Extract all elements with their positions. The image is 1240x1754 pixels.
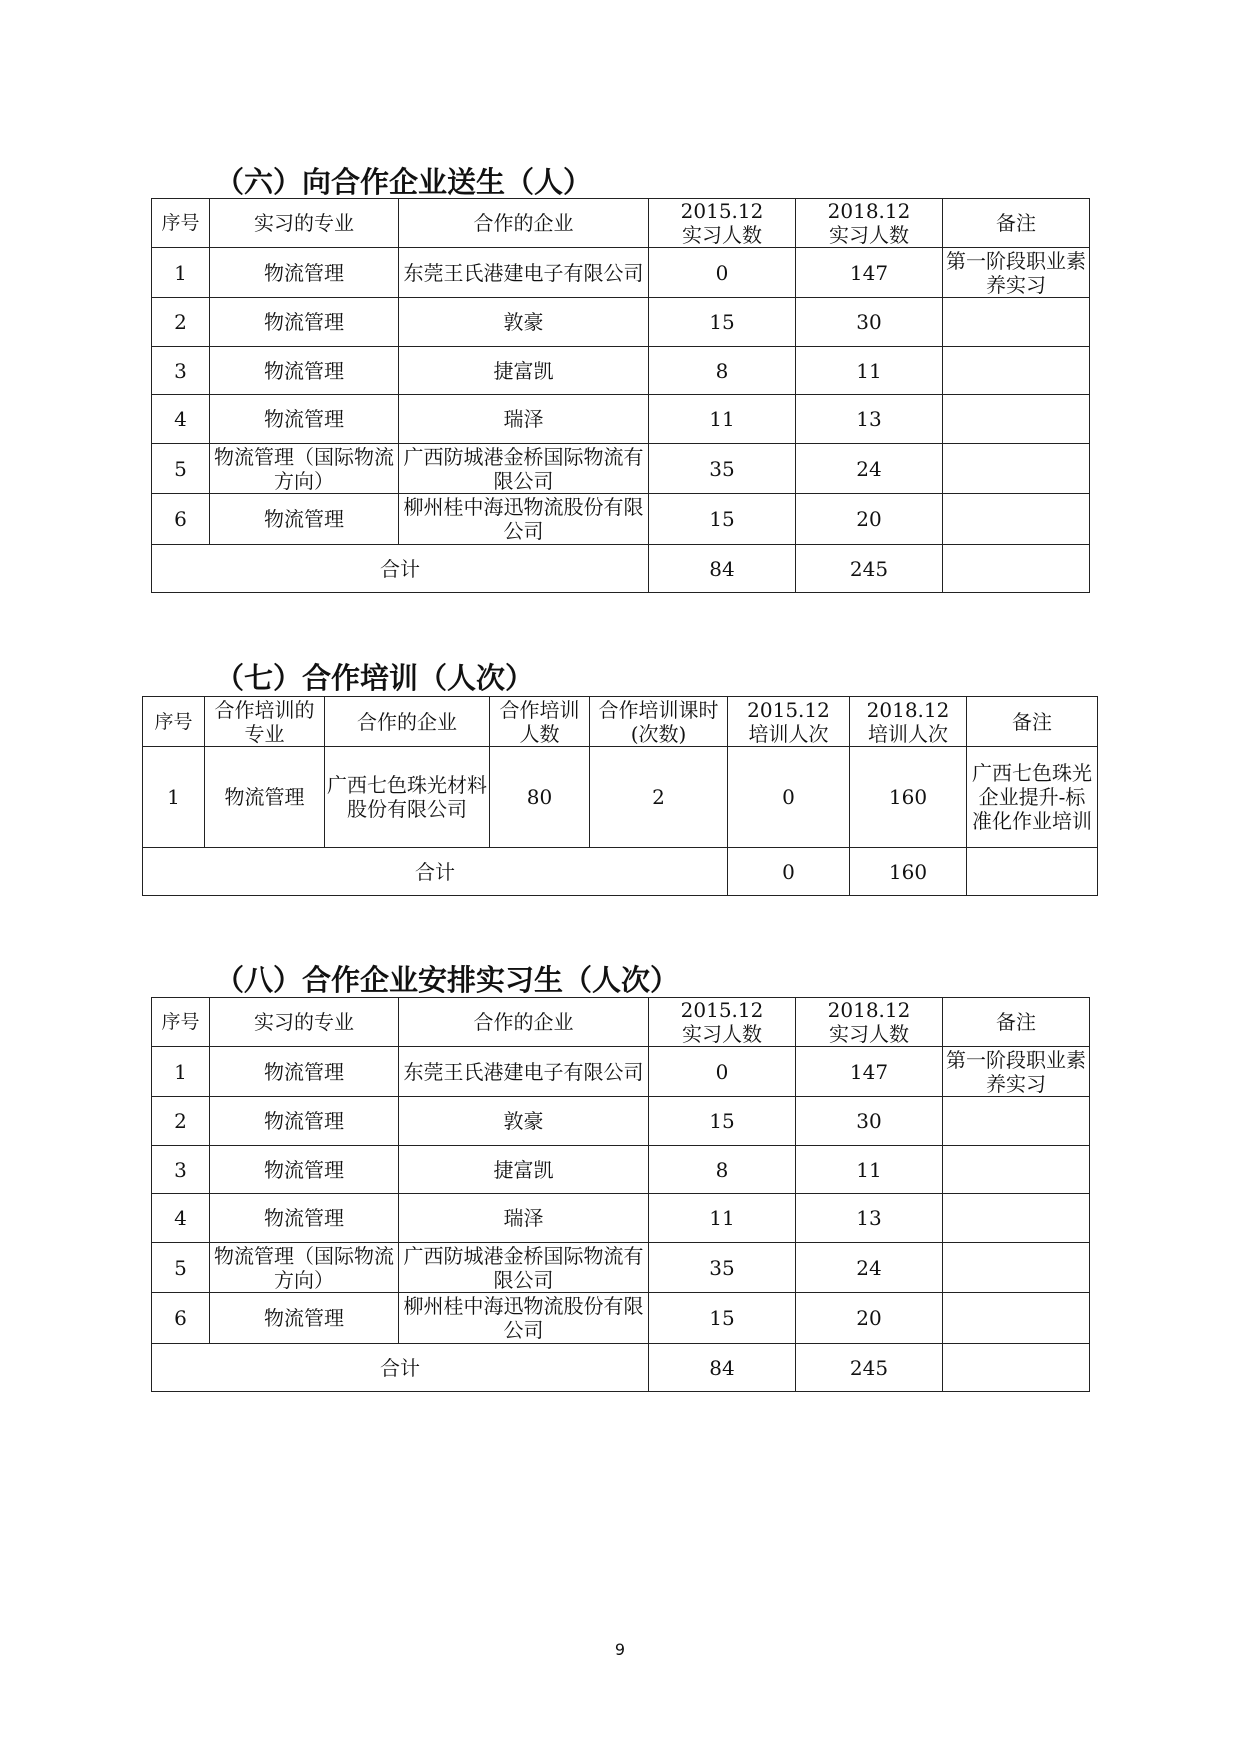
row-note (943, 1194, 1090, 1243)
row-2018: 20 (796, 494, 943, 545)
row-no: 3 (152, 347, 210, 395)
row-2018: 13 (796, 395, 943, 444)
row-major: 物流管理 (210, 1194, 399, 1243)
row-no: 5 (152, 1243, 210, 1293)
row-company: 广西七色珠光材料股份有限公司 (325, 747, 490, 848)
total-label: 合计 (143, 848, 728, 896)
row-note (943, 1146, 1090, 1194)
total-2015: 84 (649, 545, 796, 593)
header-hours: 合作培训课时(次数) (590, 697, 728, 747)
row-note (943, 1243, 1090, 1293)
row-company: 东莞王氏港建电子有限公司 (399, 1047, 649, 1097)
table-row (152, 1097, 1090, 1146)
row-no: 1 (152, 248, 210, 298)
header-2018: 2018.12 实习人数 (796, 199, 943, 248)
row-note (943, 494, 1090, 545)
row-2015: 0 (649, 248, 796, 298)
header-no: 序号 (143, 697, 205, 747)
table-row (152, 298, 1090, 347)
row-note (943, 444, 1090, 494)
table-header-row (152, 998, 1090, 1047)
total-2015: 0 (728, 848, 850, 896)
header-2018: 2018.12 实习人数 (796, 998, 943, 1047)
row-2015: 8 (649, 347, 796, 395)
table-row (152, 1293, 1090, 1344)
header-no: 序号 (152, 199, 210, 248)
row-company: 柳州桂中海迅物流股份有限公司 (399, 1293, 649, 1344)
row-note (943, 1293, 1090, 1344)
section7-title: （七）合作培训（人次） (215, 661, 535, 695)
row-company: 广西防城港金桥国际物流有限公司 (399, 444, 649, 494)
row-major: 物流管理 (210, 1293, 399, 1344)
row-company: 捷富凯 (399, 1146, 649, 1194)
row-company: 瑞泽 (399, 1194, 649, 1243)
row-2015: 11 (649, 395, 796, 444)
row-major: 物流管理（国际物流方向） (210, 1243, 399, 1293)
total-2015: 84 (649, 1344, 796, 1392)
row-major: 物流管理 (210, 1097, 399, 1146)
row-company: 瑞泽 (399, 395, 649, 444)
row-company: 敦豪 (399, 298, 649, 347)
row-no: 2 (152, 298, 210, 347)
table-row (152, 395, 1090, 444)
row-2015: 0 (649, 1047, 796, 1097)
total-label: 合计 (152, 1344, 649, 1392)
row-no: 2 (152, 1097, 210, 1146)
row-2015: 0 (728, 747, 850, 848)
row-2015: 11 (649, 1194, 796, 1243)
row-major: 物流管理 (210, 494, 399, 545)
row-no: 5 (152, 444, 210, 494)
row-no: 4 (152, 395, 210, 444)
row-2015: 15 (649, 1097, 796, 1146)
row-2018: 11 (796, 347, 943, 395)
header-no: 序号 (152, 998, 210, 1047)
header-2018: 2018.12 培训人次 (850, 697, 967, 747)
header-note: 备注 (943, 199, 1090, 248)
total-2018: 245 (796, 545, 943, 593)
row-2018: 24 (796, 444, 943, 494)
row-company: 东莞王氏港建电子有限公司 (399, 248, 649, 298)
row-2015: 15 (649, 1293, 796, 1344)
header-2015: 2015.12 实习人数 (649, 998, 796, 1047)
row-note: 第一阶段职业素养实习 (943, 1047, 1090, 1097)
row-2015: 8 (649, 1146, 796, 1194)
row-hours: 2 (590, 747, 728, 848)
row-major: 物流管理 (210, 347, 399, 395)
table-row (152, 248, 1090, 298)
row-company: 广西防城港金桥国际物流有限公司 (399, 1243, 649, 1293)
row-note: 广西七色珠光企业提升-标准化作业培训 (967, 747, 1098, 848)
row-2018: 11 (796, 1146, 943, 1194)
row-company: 敦豪 (399, 1097, 649, 1146)
section8-title: （八）合作企业安排实习生（人次） (215, 963, 680, 997)
row-2018: 24 (796, 1243, 943, 1293)
row-major: 物流管理 (205, 747, 325, 848)
header-note: 备注 (943, 998, 1090, 1047)
row-note (943, 347, 1090, 395)
header-2015: 2015.12 培训人次 (728, 697, 850, 747)
row-trainees: 80 (490, 747, 590, 848)
row-note (943, 1097, 1090, 1146)
row-2018: 147 (796, 1047, 943, 1097)
row-major: 物流管理 (210, 298, 399, 347)
row-2018: 13 (796, 1194, 943, 1243)
table-header-row (152, 199, 1090, 248)
row-no: 3 (152, 1146, 210, 1194)
table-row (152, 1146, 1090, 1194)
row-major: 物流管理 (210, 1146, 399, 1194)
table-row (152, 494, 1090, 545)
header-major: 实习的专业 (210, 998, 399, 1047)
row-major: 物流管理（国际物流方向） (210, 444, 399, 494)
row-no: 1 (143, 747, 205, 848)
table-total-row (143, 848, 1098, 896)
header-company: 合作的企业 (325, 697, 490, 747)
row-2018: 30 (796, 298, 943, 347)
table-total-row (152, 545, 1090, 593)
row-2015: 15 (649, 298, 796, 347)
table-row (152, 1047, 1090, 1097)
table-row (152, 1243, 1090, 1293)
page-number: 9 (614, 1640, 626, 1659)
section7-table (142, 696, 1098, 896)
section6-title: （六）向合作企业送生（人） (215, 165, 593, 199)
row-note: 第一阶段职业素养实习 (943, 248, 1090, 298)
row-2018: 30 (796, 1097, 943, 1146)
row-2018: 147 (796, 248, 943, 298)
row-major: 物流管理 (210, 1047, 399, 1097)
header-trainees: 合作培训人数 (490, 697, 590, 747)
row-no: 6 (152, 494, 210, 545)
row-major: 物流管理 (210, 395, 399, 444)
header-major: 实习的专业 (210, 199, 399, 248)
header-company: 合作的企业 (399, 998, 649, 1047)
total-label: 合计 (152, 545, 649, 593)
table-header-row (143, 697, 1098, 747)
section8-table (151, 997, 1090, 1392)
row-2018: 20 (796, 1293, 943, 1344)
total-2018: 245 (796, 1344, 943, 1392)
total-note (967, 848, 1098, 896)
row-no: 1 (152, 1047, 210, 1097)
row-2015: 35 (649, 1243, 796, 1293)
row-2015: 15 (649, 494, 796, 545)
table-row (152, 347, 1090, 395)
row-company: 捷富凯 (399, 347, 649, 395)
total-note (943, 1344, 1090, 1392)
total-2018: 160 (850, 848, 967, 896)
row-note (943, 298, 1090, 347)
header-note: 备注 (967, 697, 1098, 747)
table-row (143, 747, 1098, 848)
row-major: 物流管理 (210, 248, 399, 298)
row-no: 4 (152, 1194, 210, 1243)
total-note (943, 545, 1090, 593)
header-2015: 2015.12 实习人数 (649, 199, 796, 248)
table-row (152, 1194, 1090, 1243)
row-2018: 160 (850, 747, 967, 848)
table-total-row (152, 1344, 1090, 1392)
row-note (943, 395, 1090, 444)
row-no: 6 (152, 1293, 210, 1344)
header-major: 合作培训的专业 (205, 697, 325, 747)
row-company: 柳州桂中海迅物流股份有限公司 (399, 494, 649, 545)
table-row (152, 444, 1090, 494)
row-2015: 35 (649, 444, 796, 494)
header-company: 合作的企业 (399, 199, 649, 248)
section6-table (151, 198, 1090, 593)
